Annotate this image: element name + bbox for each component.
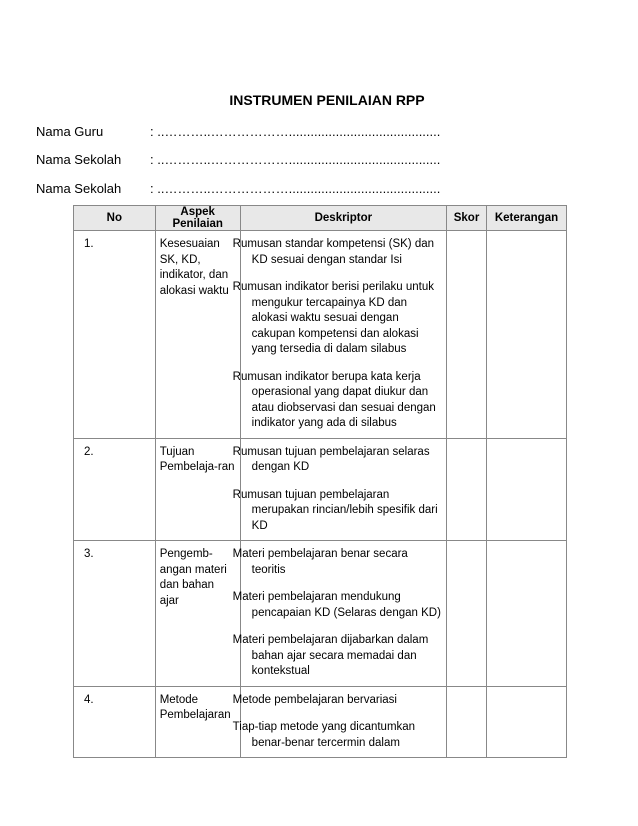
info-value: : ..………..……………….......................................... (150, 152, 441, 167)
row-no: 1. (74, 231, 156, 439)
score-cell[interactable] (447, 686, 487, 758)
criterion: Materi pembelajaran dijabarkan dalam bahan ajar secara memadai dan kontekstual (232, 634, 429, 677)
info-label: Nama Sekolah (36, 152, 122, 167)
criterion: Rumusan tujuan pembelajaran merupakan rincian/lebih spesifik dari KD (232, 488, 438, 532)
row-no: 3. (74, 541, 156, 687)
info-nama-sekolah (36, 152, 440, 167)
table-row (74, 438, 567, 541)
note-cell[interactable] (487, 438, 567, 541)
assessment-table (73, 205, 567, 758)
row-deskriptor (232, 231, 446, 439)
row-aspek: Tujuan Pembelaja-ran (155, 438, 240, 541)
info-value: : ..………..……………….......................................... (150, 124, 441, 139)
row-aspek: Kesesuaian SK, KD, indikator, dan alokasi waktu (155, 231, 240, 439)
criterion: Materi pembelajaran mendukung pencapaian KD (Selaras dengan KD) (232, 591, 441, 619)
row-deskriptor (232, 541, 446, 687)
criterion: Rumusan indikator berupa kata kerja operasional yang dapat diukur dan atau diobservasi dan sesuai dengan indikator yang ada di silabus (232, 370, 436, 429)
criterion: Rumusan indikator berisi perilaku untuk mengukur tercapainya KD dan alokasi waktu sesuai dengan cakupan kompetensi dan alokasi yang tersedia di dalam silabus (232, 281, 435, 355)
header-keterangan: Keterangan (487, 206, 567, 231)
criterion: Rumusan tujuan pembelajaran selaras dengan KD (232, 445, 430, 473)
header-aspek: Aspek Penilaian (155, 206, 240, 231)
table-row (74, 231, 567, 439)
row-deskriptor (232, 438, 446, 541)
header-skor: Skor (447, 206, 487, 231)
info-nama-sekolah-2 (36, 181, 440, 196)
row-aspek: Pengemb-angan materi dan bahan ajar (155, 541, 240, 687)
table-header-row (74, 206, 567, 231)
note-cell[interactable] (487, 541, 567, 687)
info-value: : ..………..……………….......................................... (150, 181, 441, 196)
note-cell[interactable] (487, 231, 567, 439)
header-no: No (74, 206, 156, 231)
row-no: 4. (74, 686, 156, 758)
row-deskriptor (232, 686, 446, 758)
criterion: Metode pembelajaran bervariasi (232, 693, 397, 706)
criterion: Tiap-tiap metode yang dicantumkan benar-benar tercermin dalam (232, 721, 416, 749)
score-cell[interactable] (447, 541, 487, 687)
score-cell[interactable] (447, 438, 487, 541)
document-title: INSTRUMEN PENILAIAN RPP (229, 92, 425, 108)
row-no: 2. (74, 438, 156, 541)
criterion: Materi pembelajaran benar secara teoritis (232, 548, 408, 576)
table-row (74, 686, 567, 758)
table-row (74, 541, 567, 687)
info-label: Nama Sekolah (36, 181, 122, 196)
info-label: Nama Guru (36, 124, 104, 139)
criterion: Rumusan standar kompetensi (SK) dan KD sesuai dengan standar Isi (232, 238, 435, 266)
row-aspek: Metode Pembelajaran (155, 686, 240, 758)
note-cell[interactable] (487, 686, 567, 758)
info-nama-guru (36, 124, 440, 139)
header-deskriptor: Deskriptor (240, 206, 446, 231)
score-cell[interactable] (447, 231, 487, 439)
